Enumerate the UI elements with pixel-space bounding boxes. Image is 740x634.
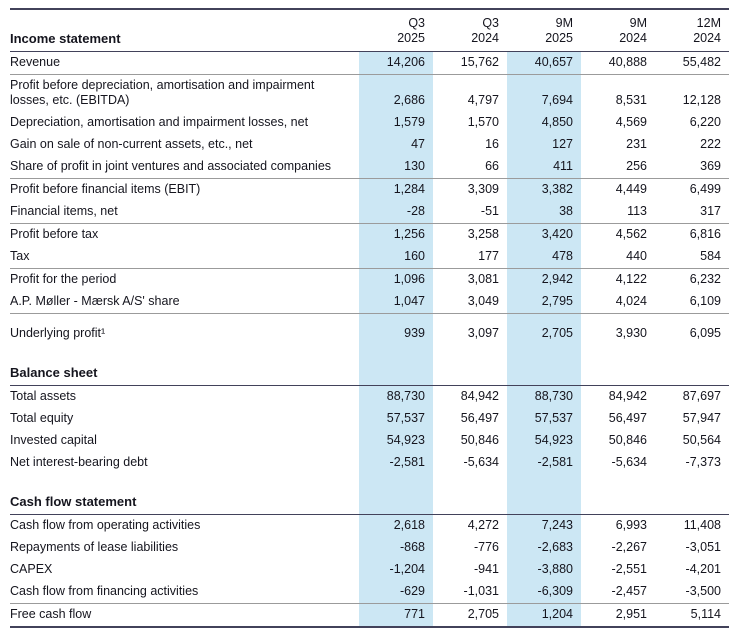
table-row (10, 75, 729, 113)
row-label: Gain on sale of non-current assets, etc., net (10, 137, 253, 151)
row-label: Repayments of lease liabilities (10, 539, 179, 554)
table-row (10, 52, 729, 75)
value-cell: 6,499 (689, 182, 721, 196)
column-period-label: 9M (629, 16, 647, 30)
value-cell: -28 (359, 201, 433, 224)
value-cell: 57,537 (507, 408, 581, 430)
value-cell: 14,206 (359, 52, 433, 75)
value-cell: 3,097 (467, 325, 499, 340)
value-cell: 4,569 (615, 115, 647, 129)
column-period-label: Q3 (408, 16, 425, 30)
value-cell: 2,795 (507, 291, 581, 314)
value-cell: 160 (359, 246, 433, 269)
value-cell: -3,500 (655, 581, 729, 604)
column-period-label: 9M (555, 16, 573, 30)
value-cell: -3,880 (507, 559, 581, 581)
column-year-label: 2024 (471, 31, 499, 45)
table-row (10, 408, 729, 430)
value-cell: 84,942 (460, 388, 499, 403)
spacer-cell (507, 474, 581, 490)
value-cell: 6,816 (689, 227, 721, 241)
spacer-cell (359, 474, 433, 490)
column-period-label: 12M (696, 16, 721, 30)
spacer-row (10, 345, 729, 361)
row-label: Profit before tax (10, 227, 99, 241)
row-label: Profit for the period (10, 272, 117, 286)
value-cell: -2,581 (359, 452, 433, 474)
value-cell: 478 (507, 246, 581, 269)
value-cell: 2,942 (507, 269, 581, 292)
row-label: Profit before depreciation, amortisation and impairment losses, etc. (EBITDA) (10, 78, 315, 107)
section-title-income-statement: Income statement (10, 9, 359, 52)
value-cell: 1,579 (359, 112, 433, 134)
value-cell (359, 361, 433, 386)
value-cell: 2,705 (467, 606, 499, 621)
value-cell: 57,947 (682, 410, 721, 425)
row-label: A.P. Møller - Mærsk A/S' share (10, 291, 359, 314)
table-row (10, 430, 729, 452)
spacer-cell (359, 314, 433, 323)
spacer-cell (581, 474, 655, 490)
value-cell: -5,634 (611, 454, 647, 469)
value-cell: 6,095 (689, 325, 721, 340)
table-row (10, 603, 729, 627)
value-cell: 1,570 (467, 115, 499, 129)
row-label: Total equity (10, 410, 74, 425)
value-cell: 50,846 (608, 432, 647, 447)
value-cell: -4,201 (685, 561, 721, 576)
value-cell: -5,634 (463, 454, 499, 469)
value-cell: -629 (359, 581, 433, 604)
spacer-cell (433, 314, 507, 323)
value-cell: -2,683 (507, 537, 581, 559)
value-cell: -868 (359, 537, 433, 559)
table-row (10, 156, 729, 179)
value-cell: 177 (433, 246, 507, 269)
value-cell: 3,309 (467, 182, 499, 196)
value-cell: 57,537 (359, 408, 433, 430)
value-cell: 8,531 (615, 93, 647, 107)
value-cell: 4,850 (507, 112, 581, 134)
value-cell: 6,232 (689, 272, 721, 286)
value-cell: 231 (626, 137, 647, 151)
value-cell: -2,551 (611, 561, 647, 576)
spacer-cell (10, 314, 359, 323)
table-row (10, 134, 729, 156)
row-label: Share of profit in joint ventures and associated companies (10, 156, 359, 179)
value-cell: 222 (700, 137, 721, 151)
value-cell: -2,457 (581, 581, 655, 604)
value-cell: 87,697 (682, 388, 721, 403)
column-header-row (10, 9, 729, 52)
row-label: Cash flow from operating activities (10, 517, 201, 532)
table-row (10, 291, 729, 314)
spacer-row (10, 474, 729, 490)
value-cell: 7,694 (507, 75, 581, 113)
value-cell: 6,109 (655, 291, 729, 314)
value-cell: -2,581 (507, 452, 581, 474)
table-row (10, 452, 729, 474)
spacer-cell (655, 345, 729, 361)
spacer-cell (655, 314, 729, 323)
value-cell: 4,797 (467, 93, 499, 107)
value-cell (581, 361, 655, 386)
value-cell: 56,497 (460, 410, 499, 425)
value-cell: 50,564 (682, 432, 721, 447)
value-cell: 2,705 (507, 323, 581, 345)
table-row (10, 246, 729, 269)
value-cell: 6,220 (689, 115, 721, 129)
column-year-label: 2025 (545, 31, 573, 45)
spacer-cell (581, 345, 655, 361)
value-cell: 317 (655, 201, 729, 224)
value-cell (507, 490, 581, 515)
section-title-row (10, 361, 729, 386)
value-cell: 3,081 (467, 272, 499, 286)
value-cell: 1,047 (359, 291, 433, 314)
spacer-cell (359, 345, 433, 361)
value-cell: 16 (485, 137, 499, 151)
value-cell: 584 (655, 246, 729, 269)
value-cell: 84,942 (608, 388, 647, 403)
value-cell: 1,284 (359, 179, 433, 202)
value-cell: 6,993 (615, 517, 647, 532)
value-cell: -7,373 (685, 454, 721, 469)
spacer-cell (433, 474, 507, 490)
table-row (10, 112, 729, 134)
column-header-q3-2025 (359, 9, 433, 52)
value-cell (433, 490, 507, 515)
value-cell (581, 490, 655, 515)
value-cell: 47 (359, 134, 433, 156)
value-cell: 88,730 (359, 385, 433, 408)
value-cell: 56,497 (608, 410, 647, 425)
spacer-cell (433, 345, 507, 361)
spacer-row (10, 314, 729, 323)
value-cell: 55,482 (655, 52, 729, 75)
value-cell: 54,923 (359, 430, 433, 452)
table-row (10, 323, 729, 345)
value-cell: 2,618 (359, 514, 433, 537)
value-cell: 38 (507, 201, 581, 224)
value-cell (359, 490, 433, 515)
value-cell: 771 (359, 603, 433, 627)
table-header (10, 9, 729, 52)
row-label: Invested capital (10, 432, 97, 447)
value-cell: -941 (473, 561, 499, 576)
value-cell: 4,272 (467, 517, 499, 532)
value-cell: 4,122 (615, 272, 647, 286)
value-cell: 1,096 (359, 269, 433, 292)
value-cell (655, 490, 729, 515)
spacer-cell (10, 345, 359, 361)
table-row (10, 581, 729, 604)
row-label: Depreciation, amortisation and impairment losses, net (10, 115, 309, 129)
value-cell: -6,309 (507, 581, 581, 604)
column-year-label: 2024 (693, 31, 721, 45)
value-cell: 3,258 (467, 227, 499, 241)
value-cell: 40,888 (581, 52, 655, 75)
value-cell: 50,846 (460, 432, 499, 447)
value-cell: 3,420 (507, 224, 581, 247)
value-cell: 440 (581, 246, 655, 269)
value-cell: 256 (581, 156, 655, 179)
value-cell: 2,951 (615, 606, 647, 621)
value-cell: 11,408 (683, 517, 721, 532)
column-header-12m-2024 (655, 9, 729, 52)
value-cell: 411 (507, 156, 581, 179)
value-cell: 1,204 (507, 603, 581, 627)
spacer-cell (655, 474, 729, 490)
value-cell: -51 (433, 201, 507, 224)
value-cell: 88,730 (507, 385, 581, 408)
row-label: Financial items, net (10, 201, 359, 224)
value-cell: -776 (473, 539, 499, 554)
value-cell: 54,923 (507, 430, 581, 452)
value-cell: 2,686 (359, 75, 433, 113)
table-row (10, 179, 729, 202)
column-period-label: Q3 (482, 16, 499, 30)
value-cell: 12,128 (682, 93, 721, 107)
value-cell: 66 (433, 156, 507, 179)
section-title: Balance sheet (10, 361, 359, 386)
column-header-q3-2024 (433, 9, 507, 52)
table-row (10, 269, 729, 292)
value-cell: 369 (655, 156, 729, 179)
table-row (10, 559, 729, 581)
value-cell: 4,024 (581, 291, 655, 314)
section-title-row (10, 490, 729, 515)
value-cell: 130 (359, 156, 433, 179)
value-cell: 4,562 (615, 227, 647, 241)
row-label: Cash flow from financing activities (10, 581, 359, 604)
value-cell: 1,256 (359, 224, 433, 247)
value-cell (433, 361, 507, 386)
table-row (10, 201, 729, 224)
table-row (10, 385, 729, 408)
spacer-cell (581, 314, 655, 323)
row-label: Underlying profit¹ (10, 325, 106, 340)
row-label: Total assets (10, 388, 77, 403)
table-row (10, 537, 729, 559)
row-label: Profit before financial items (EBIT) (10, 182, 201, 196)
value-cell: 7,243 (507, 514, 581, 537)
table-row (10, 514, 729, 537)
table-row (10, 224, 729, 247)
spacer-cell (10, 474, 359, 490)
value-cell: 5,114 (690, 606, 721, 621)
value-cell: -3,051 (685, 539, 721, 554)
row-label: Net interest-bearing debt (10, 454, 148, 469)
spacer-cell (507, 314, 581, 323)
column-header-9m-2024 (581, 9, 655, 52)
row-label: Revenue (10, 52, 359, 75)
section-title: Cash flow statement (10, 490, 359, 515)
value-cell: 939 (359, 323, 433, 345)
column-year-label: 2025 (397, 31, 425, 45)
value-cell: 3,049 (433, 291, 507, 314)
financial-highlights-table (10, 8, 729, 628)
row-label: Tax (10, 246, 359, 269)
spacer-cell (507, 345, 581, 361)
value-cell (507, 361, 581, 386)
column-year-label: 2024 (619, 31, 647, 45)
value-cell: 113 (581, 201, 655, 224)
value-cell: -1,204 (359, 559, 433, 581)
value-cell: 127 (507, 134, 581, 156)
value-cell: -2,267 (611, 539, 647, 554)
value-cell: -1,031 (433, 581, 507, 604)
table-body (10, 52, 729, 627)
column-header-9m-2025 (507, 9, 581, 52)
value-cell (655, 361, 729, 386)
row-label: Free cash flow (10, 606, 92, 621)
row-label: CAPEX (10, 561, 53, 576)
value-cell: 15,762 (433, 52, 507, 75)
value-cell: 3,930 (615, 325, 647, 340)
value-cell: 4,449 (615, 182, 647, 196)
value-cell: 3,382 (507, 179, 581, 202)
value-cell: 40,657 (507, 52, 581, 75)
